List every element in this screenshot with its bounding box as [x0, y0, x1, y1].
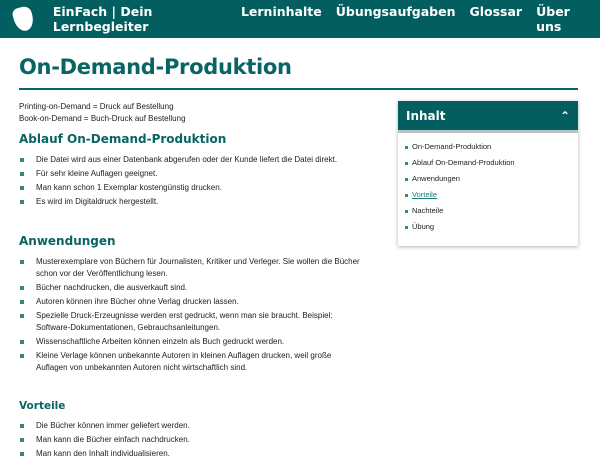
intro-line: Printing-on-Demand = Druck auf Bestellung: [19, 102, 174, 111]
toc-link[interactable]: On-Demand-Produktion: [412, 142, 492, 151]
logo-icon[interactable]: [11, 5, 35, 33]
list-item: Man kann die Bücher einfach nachdrucken.: [19, 434, 364, 446]
toc-link[interactable]: Nachteile: [412, 206, 444, 215]
section-heading: Anwendungen: [19, 234, 116, 248]
toc-link[interactable]: Übung: [412, 222, 435, 231]
toc-link-active[interactable]: Vorteile: [412, 190, 438, 199]
brand-link[interactable]: EinFach | Dein Lernbegleiter: [52, 4, 153, 34]
list-item: Musterexemplare von Büchern für Journalisten, Kritiker und Verleger. Sie wollen die Bücher schon vor der Veröffentlichung lesen.: [19, 256, 364, 280]
table-of-contents: [398, 101, 578, 246]
list-item: Man kann den Inhalt individualisieren.: [19, 448, 364, 460]
toc-item: [405, 141, 578, 153]
nav-lerninhalte[interactable]: Lerninhalte: [240, 4, 322, 19]
list-item: Kleine Verlage können unbekannte Autoren in kleinen Auflagen drucken, weil große Auflagen von unbekannten Autoren nicht wirtschaftlich sind.: [19, 350, 364, 374]
list-item: Es wird im Digitaldruck hergestellt.: [19, 196, 364, 208]
section-anwendungen: [19, 234, 364, 376]
list-item: Man kann schon 1 Exemplar kostengünstig drucken.: [19, 182, 364, 194]
page-title: On-Demand-Produktion: [19, 55, 292, 79]
top-nav: [0, 0, 600, 38]
list-item: Bücher nachdrucken, die ausverkauft sind.: [19, 282, 364, 294]
intro: [19, 101, 186, 125]
section-heading: Vorteile: [19, 400, 66, 412]
toc-title: Inhalt: [406, 108, 446, 123]
list-item: Wissenschaftliche Arbeiten können einzeln als Buch gedruckt werden.: [19, 336, 364, 348]
list-item: Die Datei wird aus einer Datenbank abgerufen oder der Kunde liefert die Datei direkt.: [19, 154, 364, 166]
list-item: Spezielle Druck-Erzeugnisse werden erst gedruckt, wenn man sie braucht. Beispiel: Software-Dokumentationen, Gebrauchsanleitungen.: [19, 310, 364, 334]
list-item: Für sehr kleine Auflagen geeignet.: [19, 168, 364, 180]
title-divider: [19, 88, 578, 90]
toc-item: [405, 173, 578, 185]
intro-line: Book-on-Demand = Buch-Druck auf Bestellung: [19, 114, 186, 123]
toc-link[interactable]: Anwendungen: [412, 174, 460, 183]
section-heading: Ablauf On-Demand-Produktion: [19, 132, 227, 146]
section-ablauf: [19, 132, 364, 210]
list-item: Autoren können ihre Bücher ohne Verlag drucken lassen.: [19, 296, 364, 308]
toc-link[interactable]: Ablauf On-Demand-Produktion: [412, 158, 515, 167]
toc-item: [405, 157, 578, 169]
toc-item: [405, 221, 578, 233]
nav-glossar[interactable]: Glossar: [469, 4, 523, 19]
nav-ueber-uns[interactable]: Über uns: [536, 4, 570, 34]
list-item: Die Bücher können immer geliefert werden.: [19, 420, 364, 432]
chevron-up-icon[interactable]: ⌃: [559, 108, 570, 123]
section-vorteile: [19, 400, 364, 462]
toc-item: [405, 205, 578, 217]
toc-header[interactable]: [398, 101, 578, 133]
toc-item: [405, 189, 578, 201]
nav-uebungsaufgaben[interactable]: Übungsaufgaben: [335, 4, 456, 19]
